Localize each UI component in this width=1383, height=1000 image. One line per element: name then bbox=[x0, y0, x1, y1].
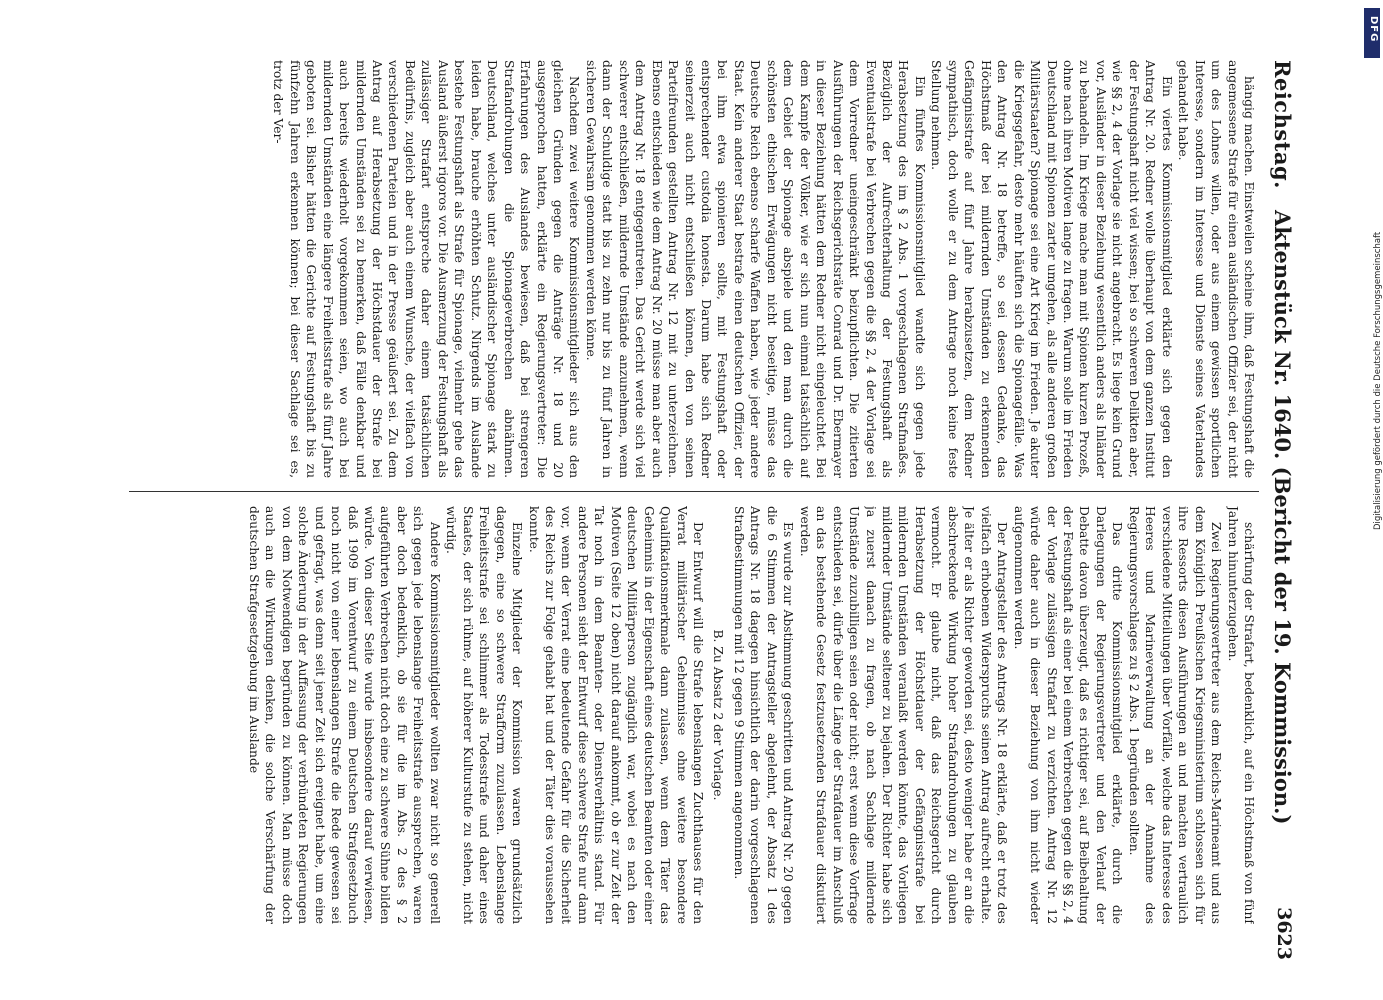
paragraph: B. Zu Absatz 2 der Vorlage. bbox=[711, 629, 726, 801]
paragraph: schärfung der Strafart, bedenklich, auf ein Höchstmaß von fünf Jahren hinunterzugehen. bbox=[1225, 506, 1256, 924]
running-head-left: Reichstag. bbox=[1270, 60, 1295, 189]
paragraph: hängig machen. Einstweilen scheine ihm, daß Festungshaft die angemessene Strafe für einen ausländischen Offizier sei, der nicht um des Lohnes willen, oder aus einem gewissen sportlichen Interesse, sondern im Interesse und Dienste seines Vaterlandes gehandelt habe. bbox=[1176, 60, 1256, 478]
text-column-right bbox=[122, 506, 1257, 924]
page-number: 3623 bbox=[1273, 907, 1295, 960]
rotated-document-page bbox=[63, 60, 1303, 960]
dfg-logo bbox=[1364, 8, 1380, 58]
paragraph: Ein viertes Kommissionsmitglied erklärte sich gegen den Antrag Nr. 20. Redner wolle überhaupt von dem ganzen Institut der Festungshaft nicht viel wissen; bei so schweren Delikten aber, wie §§ 2, 4 der Vorlage sie nicht angebracht. Es liege kein Grund vor, Ausländer in dieser Beziehung wesentlich anders als Inländer zu behandeln. Im Kriege mache man mit Spionen kurzen Prozeß, ohne nach ihren Motiven lange zu fragen. Warum solle im Frieden Deutschland mit Spionen zarter umgehen, als alle anderen großen Militärstaaten? Spionage sei eine Art Krieg im Frieden. Je akuter die Kriegsgefahr, desto mehr häuften sich die Spionagefälle. Was den Antrag Nr. 18 betreffe, so sei dessen Gedanke, das Höchstmaß der bei mildernden Umständen zu erkennenden Gefängnisstrafe auf fünf Jahre herabzusetzen, dem Redner sympathisch, doch wolle er zu dem Antrage noch keine feste Stellung nehmen. bbox=[929, 60, 1174, 478]
paragraph: Es wurde zur Abstimmung geschritten und Antrag Nr. 20 gegen die 6 Stimmen der Antragsteller abgelehnt, der Absatz 1 des Antrags Nr. 18 dagegen hinsichtlich der darin vorgeschlagenen Strafbestimmungen mit 12 gegen 9 Stimmen angenommen. bbox=[731, 506, 796, 924]
running-head-title: Aktenstück Nr. 1640. (Bericht der 19. Kommission.) bbox=[1270, 210, 1295, 825]
text-column-left bbox=[122, 60, 1257, 478]
paragraph: Einzelne Mitglieder der Kommission waren grundsätzlich dagegen, eine so schwere Strafform zuzulassen. Lebenslange Freiheitsstrafe sei schlimmer als Todesstrafe und daher eines Staates, der sich rühme, auf höherer Kulturstufe zu stehen, nicht würdig. bbox=[444, 506, 525, 924]
dfg-logo-text: DFG bbox=[1368, 16, 1379, 43]
paragraph: Das dritte Kommissionsmitglied erklärte, durch die Darlegungen der Regierungsvertreter und den Verlauf der Debatte davon überzeugt, daß es richtiger sei, auf Beibehaltung der Festungshaft als einer bei einem Verbrechen gegen die §§ 2, 4 der Vorlage zulässigen Strafart zu verzichten. Antrag Nr. 12 würde daher auch in dieser Beziehung von ihm nicht wieder aufgenommen werden. bbox=[1011, 506, 1125, 924]
paragraph: Andere Kommissionsmitglieder wollten zwar nicht so generell sich gegen jede lebenslange Freiheitsstrafe aussprechen, waren aber doch bedenklich, ob sie für die im Abs. 2 des § 2 aufgeführten Verbrechen nicht doch eine zu schwere Sühne bilden würde. Von dieser Seite wurde insbesondere darauf verwiesen, daß 1909 im Vorentwurf zu einem Deutschen Strafgesetzbuch noch nicht von einer lebenslangen Strafe die Rede gewesen sei und gefragt, was denn seit jener Zeit sich ereignet habe, um eine solche Änderung in der Auffassung der verbündeten Regierungen von dem Notwendigen begründen zu können. Man müsse doch auch an die Wirkungen denken, die solche Verschärfung der deutschen Strafgesetzgebung im Auslande bbox=[246, 506, 442, 924]
paragraph: Der Antragsteller des Antrags Nr. 18 erklärte, daß er trotz des vielfach erhobenen Widerspruchs seinen Antrag aufrecht erhalte. Je älter er als Richter geworden sei, desto weniger habe er an die abschreckende Wirkung hoher Strafandrohungen zu glauben vermocht. Er glaube nicht, daß das Reichsgericht durch Herabsetzung der Höchstdauer der Gefängnisstrafe bei mildernden Umständen veranlaßt werden könnte, das Vorliegen mildernder Umstände seltener zu bejahen. Der Richter habe sich ja zuerst danach zu fragen, ob nach Sachlage mildernde Umstände zuzubilligen seien oder nicht; erst wenn diese Vorfrage entschieden sei, dürfe über die Länge der Strafdauer im Anschluß an das bestehende Gesetz festzusetzenden Strafdauer diskutiert werden. bbox=[797, 506, 1010, 924]
paragraph: Ein fünftes Kommissionsmitglied wandte sich gegen jede Herabsetzung des im § 2 Abs. 1 vorgeschlagenen Strafmaßes. Bezüglich der Aufrechterhaltung der Festungshaft als Eventualstrafe bei Verbrechen gegen die §§ 2, 4 der Vorlage sei dem Vorredner uneingeschränkt beizupflichten. Die zitierten Ausführungen der Reichsgerichtsräte Conrad und Dr. Ebermayer in dieser Beziehung hätten dem Redner nicht eingeleuchtet. Bei dem Kampfe der Völker, wie er sich nun einmal tatsächlich auf dem Gebiet der Spionage abspiele und den man durch die schönsten ethischen Erwägungen nicht beseitige, müsse das Deutsche Reich ebenso scharfe Waffen haben, wie jeder andere Staat. Kein anderer Staat bestrafe einen deutschen Offizier, der bei ihm etwa spionieren sollte, mit Festungshaft oder entsprechender custodia honesta. Darum habe sich Redner seinerzeit auch nicht entschließen können, den von seinen Parteifreunden gestellten Antrag Nr. 12 mit zu unterzeichnen. Ebenso entschieden wie dem Antrag Nr. 20 müsse man aber auch dem Antrag Nr. 18 entgegentreten. Das Gericht werde sich viel schwerer entschließen, mildernde Umstände anzunehmen, wenn dann der Schuldige statt bis zu zehn nur bis zu fünf Jahren in sicheren Gewahrsam genommen werden könne. bbox=[583, 60, 927, 478]
paragraph: Zwei Regierungsvertreter aus dem Reichs-Marineamt und aus dem Königlich Preußischen Kriegsministerium schlossen sich für ihre Ressorts diesen Ausführungen an und machten vertraulich verschiedene Mitteilungen über Vorfälle, welche das Interesse des Heeres und Marineverwaltung an der Annahme des Regierungsvorschlages zu § 2 Abs. 1 begründen sollten. bbox=[1126, 506, 1224, 924]
column-divider bbox=[129, 491, 1259, 492]
digitization-credit: Digitalisierung gefördert durch die Deutsche Forschungsgemeinschaft bbox=[1373, 231, 1383, 530]
paragraph: Nachdem zwei weitere Kommissionsmitglieder sich aus den gleichen Gründen gegen die Anträge Nr. 18 und 20 ausgesprochen hatten, erklärte ein Regierungsvertreter: Die Erfahrungen des Auslandes bewiesen, daß bei strengeren Strafandrohungen die Spionageverbrechen abnähmen. Deutschland, welches unter ausländischer Spionage stark zu leiden habe, brauche erhöhten Schutz. Nirgends im Auslande bestehe Festungshaft als Strafe für Spionage, vielmehr gehe das Ausland äußerst rigoros vor. Die Ausmerzung der Festungshaft als zulässiger Strafart entspreche daher einem tatsächlichen Bedürfnis, zugleich aber auch einem Wunsche, der vielfach von verschiedenen Parteien und in der Presse geäußert sei. Zu dem Antrag auf Herabsetzung der Höchstdauer der Strafe bei mildernden Umständen sei zu bemerken, daß Fälle denkbar und auch bereits wiederholt vorgekommen seien, wo auch bei mildernden Umständen eine längere Freiheitsstrafe als fünf Jahre geboten sei. Bisher hätten die Gerichte auf Festungshaft bis zu fünfzehn Jahren erkennen können; bei dieser Sachlage sei es, trotz der Ver- bbox=[271, 60, 582, 478]
paragraph: Der Entwurf will die Strafe lebenslangen Zuchthauses für den Verrat militärischer Geheimnisse ohne weitere besondere Qualifikationsmerkmale dann zulassen, wenn dem Täter das Geheimnis in der Eigenschaft eines deutschen Beamten oder einer deutschen Militärperson zugänglich war, wobei es nach den Motiven (Seite 12 oben) nicht darauf ankommt, ob er zur Zeit der Tat noch in dem Beamten- oder Dienstverhältnis stand. Für andere Personen sieht der Entwurf diese schwere Strafe nur dann vor, wenn der Verrat eine bedeutende Gefahr für die Sicherheit des Reichs zur Folge gehabt hat und der Täter dies voraussehen konnte. bbox=[526, 506, 706, 924]
